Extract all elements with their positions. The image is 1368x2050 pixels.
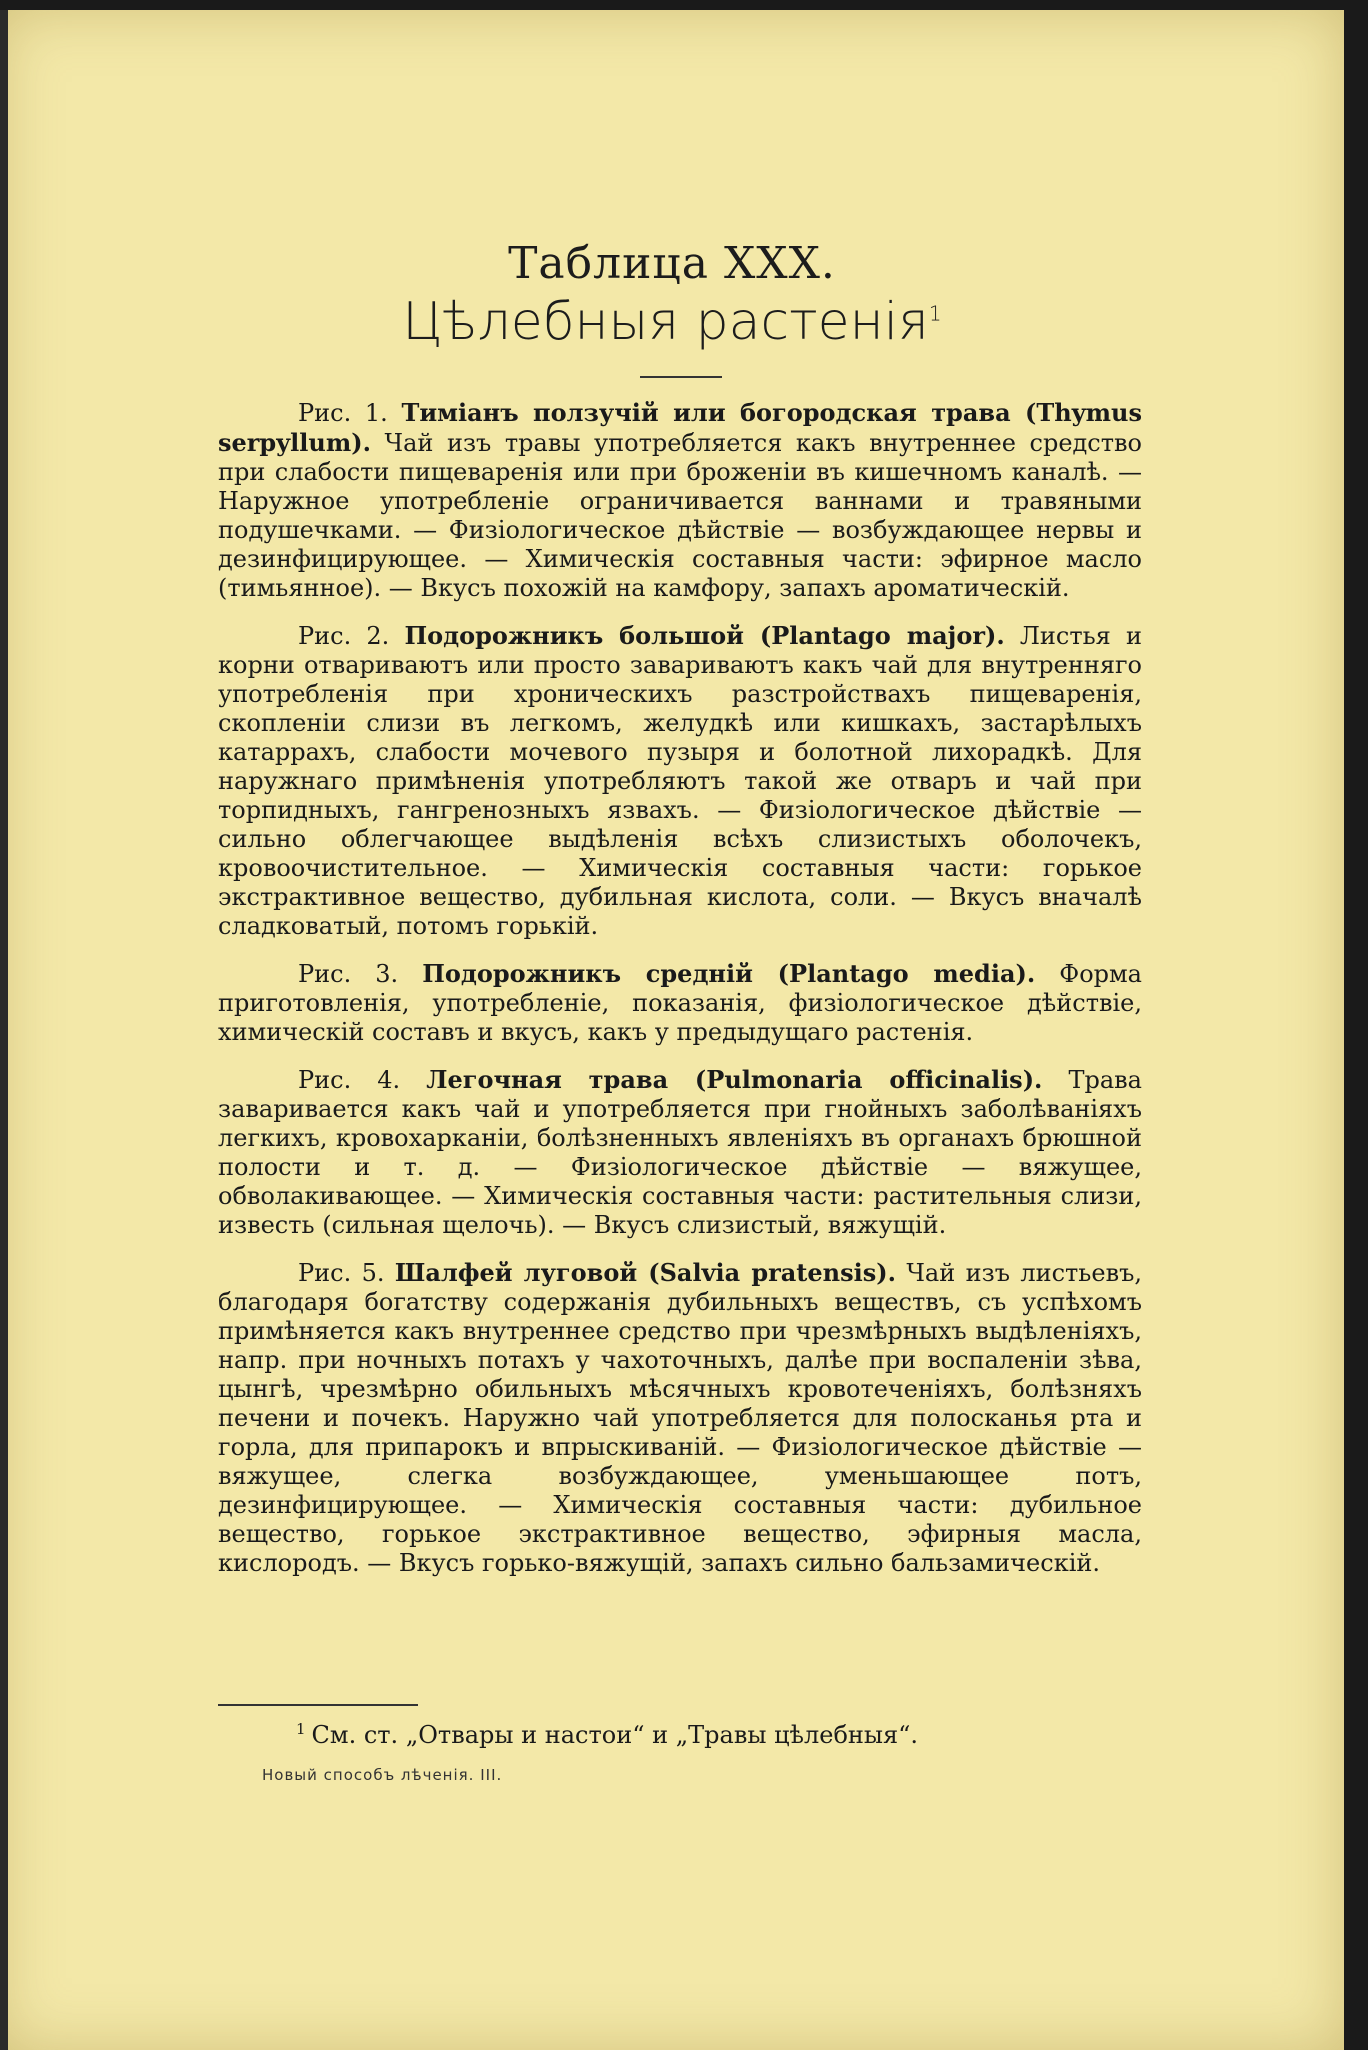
entry-number: Рис. 5. (298, 1259, 385, 1287)
entry-4 (218, 1065, 1142, 1240)
entry-text: Форма приготовленія, употребленіе, показанія, физіологическое дѣйствіе, химическій составъ и вкусъ, какъ у предыдущаго растенія. (218, 960, 1142, 1046)
footnote-text: См. ст. „Отвары и настои“ и „Травы цѣлебныя“. (311, 1721, 919, 1749)
entry-number: Рис. 3. (298, 960, 399, 988)
entry-3 (218, 959, 1142, 1047)
entry-1 (218, 398, 1142, 603)
page-title: Таблица XXX. (508, 238, 836, 289)
subtitle-text: Цѣлебныя растенія (402, 292, 929, 352)
entry-number: Рис. 4. (298, 1066, 401, 1094)
footnote-rule (218, 1704, 418, 1706)
footnote-number: 1 (296, 1720, 306, 1738)
entry-2 (218, 621, 1142, 941)
entry-plant-name: Подорожникъ средній (Plantago media). (422, 959, 1036, 988)
entries-list (218, 398, 1142, 1596)
footnote (296, 1720, 918, 1749)
printer-signature: Новый способъ лѣченія. III. (262, 1766, 503, 1784)
entry-plant-name: Легочная трава (Pulmonaria officinalis). (426, 1065, 1043, 1094)
entry-text: Трава заваривается какъ чай и употребляется при гнойныхъ заболѣваніяхъ легкихъ, кровохарканіи, болѣзненныхъ явленіяхъ въ органахъ брюшной полости и т. д. — Физіологическое дѣйствіе — вяжущее, обволакивающее. — Химическія составныя части: растительныя слизи, известь (сильная щелочь). — Вкусъ слизистый, вяжущій. (218, 1066, 1142, 1239)
title-rule (640, 376, 722, 378)
entry-text: Листья и корни отвариваютъ или просто завариваютъ какъ чай для внутренняго употребленія при хроническихъ разстройствахъ пищеваренія, скопленіи слизи въ легкомъ, желудкѣ или кишкахъ, застарѣлыхъ катаррахъ, слабости мочевого пузыря и болотной лихорадкѣ. Для наружнаго примѣненія употребляютъ такой же отваръ и чай при торпидныхъ, гангренозныхъ язвахъ. — Физіологическое дѣйствіе — сильно облегчающее выдѣленія всѣхъ слизистыхъ оболочекъ, кровоочистительное. — Химическія составныя части: горькое экстрактивное вещество, дубильная кислота, соли. — Вкусъ вначалѣ сладковатый, потомъ горькій. (218, 622, 1142, 940)
entry-plant-name: Шалфей луговой (Salvia pratensis). (394, 1258, 896, 1287)
entry-text: Чай изъ листьевъ, благодаря богатству содержанія дубильныхъ веществъ, съ успѣхомъ примѣняется какъ внутреннее средство при чрезмѣрныхъ выдѣленіяхъ, напр. при ночныхъ потахъ у чахоточныхъ, далѣе при воспаленіи зѣва, цынгѣ, чрезмѣрно обильныхъ мѣсячныхъ кровотеченіяхъ, болѣзняхъ печени и почекъ. Наружно чай употребляется для полосканья рта и горла, для припарокъ и впрыскиваній. — Физіологическое дѣйствіе — вяжущее, слегка возбуждающее, уменьшающее потъ, дезинфицирующее. — Химическія составныя части: дубильное вещество, горькое экстрактивное вещество, эфирныя масла, кислородъ. — Вкусъ горько-вяжущій, запахъ сильно бальзамическій. (218, 1259, 1142, 1577)
entry-5 (218, 1258, 1142, 1578)
footnote-mark: 1 (928, 301, 942, 326)
entry-number: Рис. 1. (298, 399, 388, 427)
page-subtitle (0, 292, 1344, 352)
entry-number: Рис. 2. (298, 622, 390, 650)
entry-text: Чай изъ травы употребляется какъ внутреннее средство при слабости пищеваренія или при броженіи въ кишечномъ каналѣ. — Наружное употребленіе ограничивается ваннами и травяными подушечками. — Физіологическое дѣйствіе — возбуждающее нервы и дезинфицирующее. — Химическія составныя части: эфирное масло (тимьянное). — Вкусъ похожій на камфору, запахъ ароматическій. (218, 429, 1142, 602)
entry-plant-name: Тиміанъ ползучій или богородская трава (Thymus serpyllum). (218, 398, 1142, 457)
entry-plant-name: Подорожникъ большой (Plantago major). (404, 621, 1005, 650)
page-edge-right (1344, 0, 1368, 2050)
